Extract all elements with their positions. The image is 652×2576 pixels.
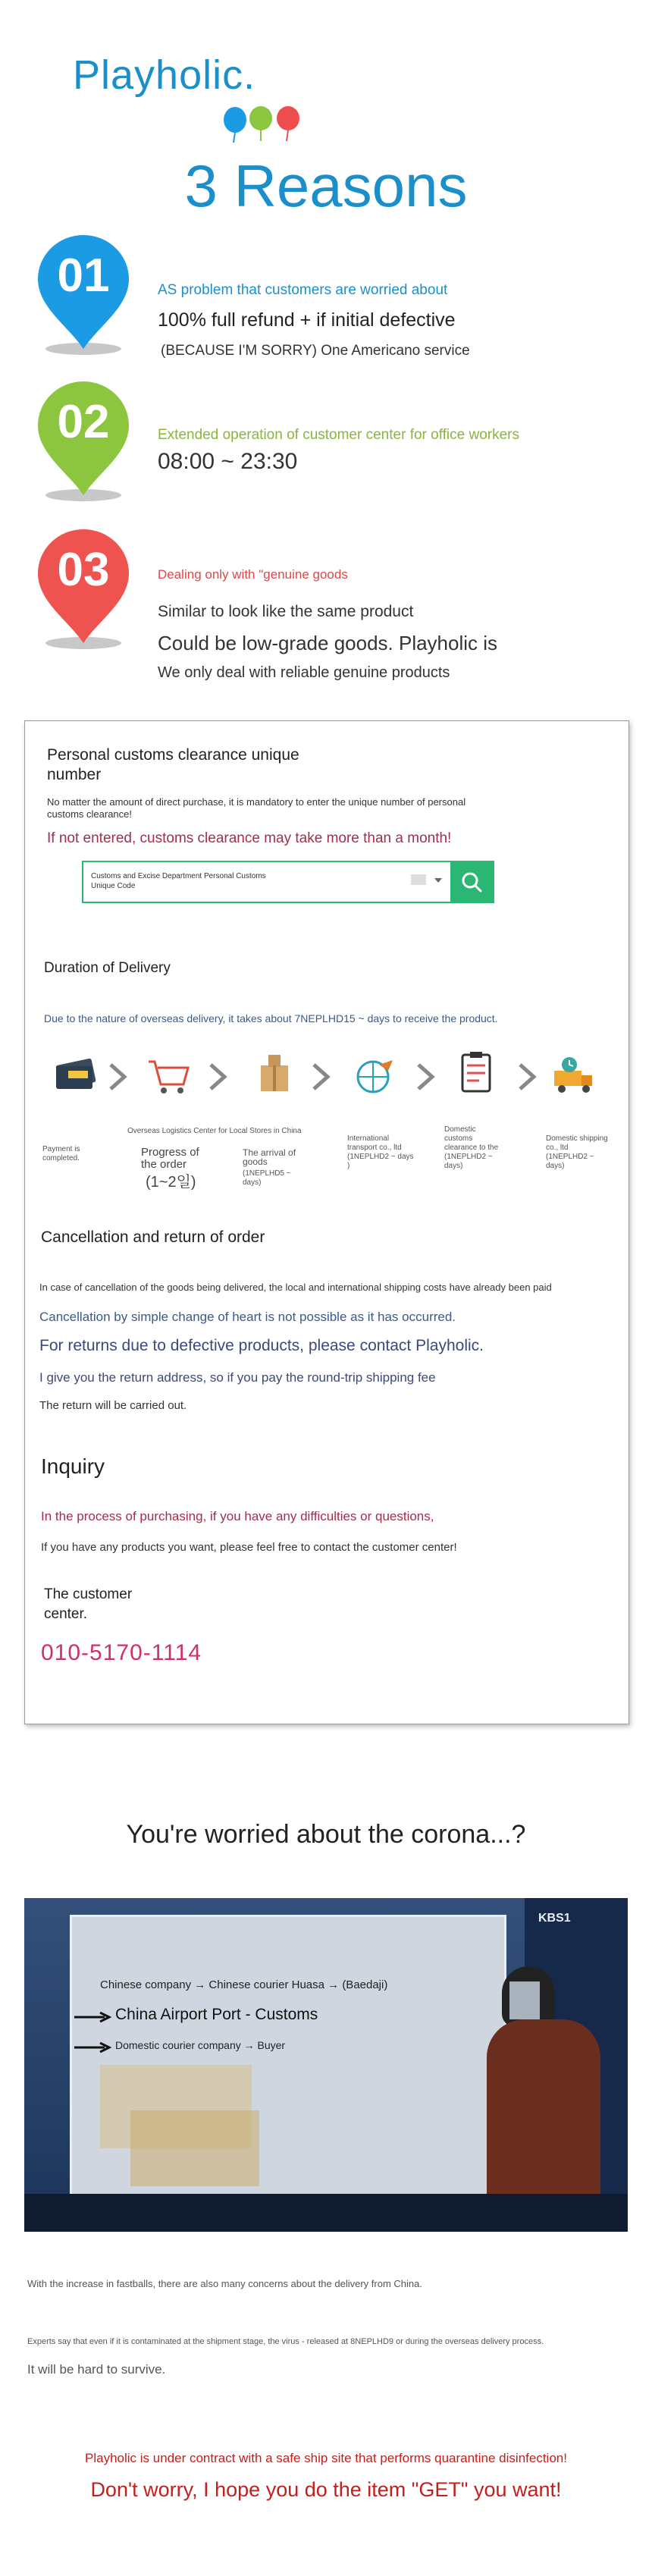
- corona-text-3: It will be hard to survive.: [27, 2362, 166, 2377]
- box-icon: [250, 1050, 299, 1094]
- step-label-progress-days: (1~2일): [146, 1174, 196, 1191]
- reason-01-subtitle: AS problem that customers are worried about: [158, 282, 448, 298]
- delivery-title: Duration of Delivery: [44, 960, 171, 976]
- inquiry-line-2: If you have any products you want, please feel free to contact the customer center!: [41, 1541, 457, 1554]
- customs-title-line-2: number: [47, 766, 102, 783]
- reason-number: 01: [57, 249, 110, 302]
- clipboard-icon: [452, 1050, 500, 1094]
- customer-center-label-1: The customer: [44, 1586, 133, 1602]
- customer-center-label-2: center.: [44, 1606, 88, 1622]
- corona-text-5: Don't worry, I hope you do the item "GET" you want!: [90, 2478, 562, 2501]
- search-icon: [450, 861, 493, 903]
- customs-desc-line-1: No matter the amount of direct purchase, it is mandatory to enter the unique number of personal: [47, 796, 466, 808]
- search-bar-label-2: Unique Code: [91, 882, 136, 890]
- reason-number: 03: [57, 544, 110, 596]
- customs-title-line-1: Personal customs clearance unique: [47, 746, 299, 764]
- search-button[interactable]: [450, 861, 493, 903]
- reason-03-line-3: We only deal with reliable genuine products: [158, 664, 450, 681]
- page-title: 3 Reasons: [184, 152, 468, 219]
- step-label-domestic: Domestic shipping co., ltd (1NEPLHD2 ~ days): [546, 1134, 608, 1170]
- brand-logo: Playholic.: [73, 52, 256, 98]
- reason-02-hours: 08:00 ~ 23:30: [158, 449, 298, 474]
- reason-03-line-1: Similar to look like the same product: [158, 603, 414, 620]
- cancellation-line-4: I give you the return address, so if you pay the round-trip shipping fee: [39, 1370, 436, 1385]
- reason-02-subtitle: Extended operation of customer center for office workers: [158, 427, 520, 443]
- balloon-logo-icon: [218, 106, 309, 144]
- reason-number: 02: [57, 396, 110, 448]
- customs-code-search-bar[interactable]: [82, 861, 494, 903]
- step-label-international: International transport co., ltd (1NEPLHD2 ~ days ): [347, 1134, 414, 1170]
- reason-01-detail: (BECAUSE I'M SORRY) One Americano service: [161, 343, 470, 359]
- reason-02-pin-icon: [38, 381, 129, 503]
- overlay-route-1: Chinese company → Chinese courier Huasa → (Baedaji): [100, 1978, 388, 1991]
- corona-text-2: Experts say that even if it is contaminated at the shipment stage, the virus - released at 8NEPLHD9 or during the overseas delivery process.: [27, 2337, 544, 2346]
- customs-warning: If not entered, customs clearance may take more than a month!: [47, 830, 452, 846]
- arrow-right-icon: [106, 1062, 129, 1092]
- step-label-progress: Progress of the order: [141, 1146, 199, 1171]
- inquiry-line-1: In the process of purchasing, if you have any difficulties or questions,: [41, 1509, 434, 1523]
- arrow-right-icon: [74, 2012, 112, 2022]
- customs-desc-line-2: customs clearance!: [47, 808, 132, 820]
- anchor-face-blurred: [509, 1981, 540, 2019]
- step-label-customs: Domestic customs clearance to the (1NEPLHD2 ~ days): [444, 1125, 499, 1170]
- search-bar-label-1: Customs and Excise Department Personal Customs: [91, 872, 266, 880]
- chevron-down-icon[interactable]: [434, 877, 443, 884]
- kbs-logo: KBS1: [538, 1912, 571, 1925]
- reason-01-pin-icon: [38, 235, 129, 356]
- corona-title: You're worried about the corona...?: [126, 1820, 526, 1849]
- news-broadcast-image: [24, 1898, 628, 2232]
- step-label-arrival-days: (1NEPLHD5 ~ days): [243, 1169, 291, 1187]
- anchor-jacket: [487, 2019, 600, 2201]
- step-label-arrival: The arrival of goods: [243, 1147, 296, 1167]
- arrow-right-icon: [414, 1062, 437, 1092]
- overlay-route-2: China Airport Port - Customs: [115, 2006, 318, 2023]
- reason-03-subtitle: Dealing only with "genuine goods: [158, 567, 348, 582]
- truck-clock-icon: [550, 1054, 598, 1098]
- cancellation-line-2: Cancellation by simple change of heart is not possible as it has occurred.: [39, 1310, 456, 1324]
- arrow-right-icon: [309, 1062, 332, 1092]
- overlay-route-3: Domestic courier company → Buyer: [115, 2039, 286, 2051]
- cancellation-line-5: The return will be carried out.: [39, 1399, 187, 1412]
- corona-text-4: Playholic is under contract with a safe ship site that performs quarantine disinfection!: [85, 2451, 567, 2465]
- cart-icon: [144, 1054, 193, 1098]
- cancellation-title: Cancellation and return of order: [41, 1228, 265, 1246]
- cancellation-line-3: For returns due to defective products, please contact Playholic.: [39, 1337, 484, 1354]
- corona-text-1: With the increase in fastballs, there are also many concerns about the delivery from China.: [27, 2278, 422, 2289]
- delivery-desc: Due to the nature of overseas delivery, it takes about 7NEPLHD15 ~ days to receive the product.: [44, 1012, 498, 1024]
- cancellation-line-1: In case of cancellation of the goods being delivered, the local and international shipping costs have already been paid: [39, 1282, 552, 1293]
- arrow-right-icon: [206, 1062, 229, 1092]
- arrow-right-icon: [74, 2042, 112, 2053]
- keyboard-icon[interactable]: [411, 874, 426, 885]
- arrow-right-icon: [516, 1062, 538, 1092]
- card-icon: [52, 1054, 100, 1098]
- inquiry-title: Inquiry: [41, 1454, 105, 1478]
- customer-center-phone[interactable]: 010-5170-1114: [41, 1640, 202, 1665]
- step-label-payment: Payment is completed.: [42, 1145, 80, 1162]
- reason-03-line-2: Could be low-grade goods. Playholic is: [158, 632, 498, 654]
- reason-01-headline: 100% full refund + if initial defective: [158, 309, 456, 331]
- reason-03-pin-icon: [38, 529, 129, 651]
- globe-plane-icon: [349, 1054, 397, 1098]
- step-label-logistics: Overseas Logistics Center for Local Stores in China: [127, 1127, 302, 1135]
